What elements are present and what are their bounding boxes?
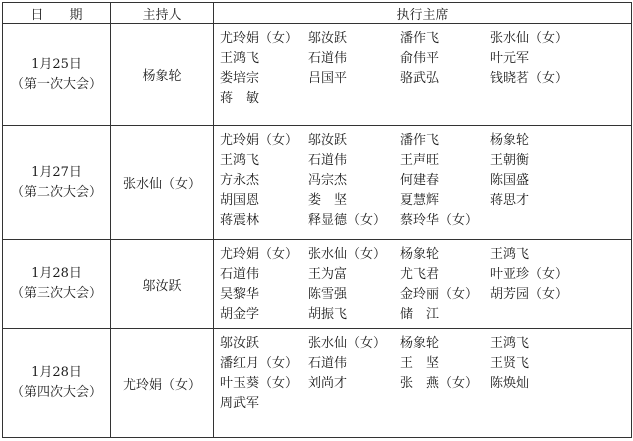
header-host: 主持人 [111, 3, 214, 24]
presidium-member: 方永杰 [220, 173, 260, 188]
name-grid [220, 131, 631, 231]
session-row [3, 126, 632, 240]
presidium-member: 俞伟平 [400, 51, 440, 66]
session-text: （第一次大会） [10, 76, 102, 92]
date-text: 1月28日 [31, 365, 82, 380]
date-cell [3, 126, 111, 240]
presidium-member: 冯宗杰 [308, 173, 348, 188]
presidium-member: 石道伟 [308, 51, 348, 66]
presidium-member: 尤玲娟（女） [220, 133, 299, 148]
session-row [3, 240, 632, 329]
presidium-member: 骆武弘 [400, 71, 440, 86]
session-text: （第四次大会） [10, 385, 102, 400]
presidium-member: 石道伟 [308, 153, 348, 168]
presidium-member: 胡国恩 [220, 193, 260, 208]
exec-cell [214, 329, 632, 438]
host-cell: 张水仙（女） [111, 126, 214, 240]
session-text: （第二次大会） [10, 184, 102, 200]
presidium-member: 王鸿飞 [220, 51, 260, 66]
presidium-member: 杨象轮 [490, 133, 530, 148]
presidium-member: 尤玲娟（女） [220, 31, 299, 46]
date-text: 1月27日 [31, 164, 82, 180]
date-text: 1月28日 [31, 266, 82, 281]
host-cell: 邬汝跃 [111, 240, 214, 329]
presidium-member: 陈国盛 [490, 173, 530, 188]
presidium-schedule [2, 2, 631, 438]
presidium-member: 杨象轮 [400, 336, 440, 351]
presidium-member: 王朝衡 [490, 153, 530, 168]
presidium-member: 钱晓茗（女） [490, 71, 569, 86]
presidium-member: 娄培宗 [220, 71, 260, 86]
presidium-member: 王声旺 [400, 153, 440, 168]
presidium-member: 金玲丽（女） [400, 287, 479, 302]
name-grid [220, 334, 631, 414]
presidium-member: 陈焕灿 [490, 376, 530, 391]
header-row [3, 3, 632, 24]
presidium-member: 胡振飞 [308, 307, 348, 322]
presidium-member: 夏慧辉 [400, 193, 440, 208]
presidium-member: 王鸿飞 [490, 336, 530, 351]
presidium-member: 叶玉葵（女） [220, 376, 299, 391]
presidium-member: 王贤飞 [490, 356, 530, 371]
presidium-member: 蒋思才 [490, 193, 530, 208]
presidium-member: 张水仙（女） [308, 336, 387, 351]
header-date: 日 期 [3, 3, 111, 24]
presidium-member: 王 坚 [400, 356, 440, 371]
exec-cell [214, 240, 632, 329]
presidium-member: 蔡玲华（女） [400, 213, 479, 228]
presidium-member: 储 江 [400, 307, 440, 322]
presidium-member: 刘尚才 [308, 376, 348, 391]
presidium-member: 何建春 [400, 173, 440, 188]
presidium-member: 潘红月（女） [220, 356, 299, 371]
name-grid [220, 29, 631, 109]
date-cell [3, 24, 111, 126]
presidium-member: 王鸿飞 [490, 247, 530, 262]
presidium-member: 邬汝跃 [220, 336, 260, 351]
presidium-member: 张 燕（女） [400, 376, 479, 391]
header-exec: 执行主席 [214, 3, 632, 24]
presidium-member: 吴黎华 [220, 287, 260, 302]
presidium-member: 叶亚珍（女） [490, 267, 569, 282]
presidium-member: 张水仙（女） [490, 31, 569, 46]
presidium-member: 邬汝跃 [308, 31, 348, 46]
host-cell: 尤玲娟（女） [111, 329, 214, 438]
presidium-member: 胡芳园（女） [490, 287, 569, 302]
presidium-member: 吕国平 [308, 71, 348, 86]
presidium-member: 陈雪强 [308, 287, 348, 302]
presidium-member: 尤玲娟（女） [220, 247, 299, 262]
date-cell [3, 240, 111, 329]
presidium-member: 潘作飞 [400, 31, 440, 46]
presidium-member: 周武军 [220, 396, 260, 411]
presidium-member: 邬汝跃 [308, 133, 348, 148]
presidium-member: 潘作飞 [400, 133, 440, 148]
host-cell: 杨象轮 [111, 24, 214, 126]
exec-cell [214, 24, 632, 126]
presidium-member: 杨象轮 [400, 247, 440, 262]
presidium-member: 蒋震林 [220, 213, 260, 228]
session-text: （第三次大会） [10, 286, 102, 301]
presidium-member: 释显德（女） [308, 213, 387, 228]
schedule-table [2, 2, 632, 438]
name-grid [220, 245, 631, 325]
presidium-member: 张水仙（女） [308, 247, 387, 262]
presidium-member: 尤飞君 [400, 267, 440, 282]
presidium-member: 王鸿飞 [220, 153, 260, 168]
exec-cell [214, 126, 632, 240]
presidium-member: 胡金学 [220, 307, 260, 322]
presidium-member: 娄 坚 [308, 193, 348, 208]
presidium-member: 石道伟 [220, 267, 260, 282]
presidium-member: 叶元军 [490, 51, 530, 66]
date-cell [3, 329, 111, 438]
session-row [3, 24, 632, 126]
presidium-member: 石道伟 [308, 356, 348, 371]
date-text: 1月25日 [31, 56, 82, 72]
session-row [3, 329, 632, 438]
presidium-member: 蒋 敏 [220, 91, 260, 106]
presidium-member: 王为富 [308, 267, 348, 282]
